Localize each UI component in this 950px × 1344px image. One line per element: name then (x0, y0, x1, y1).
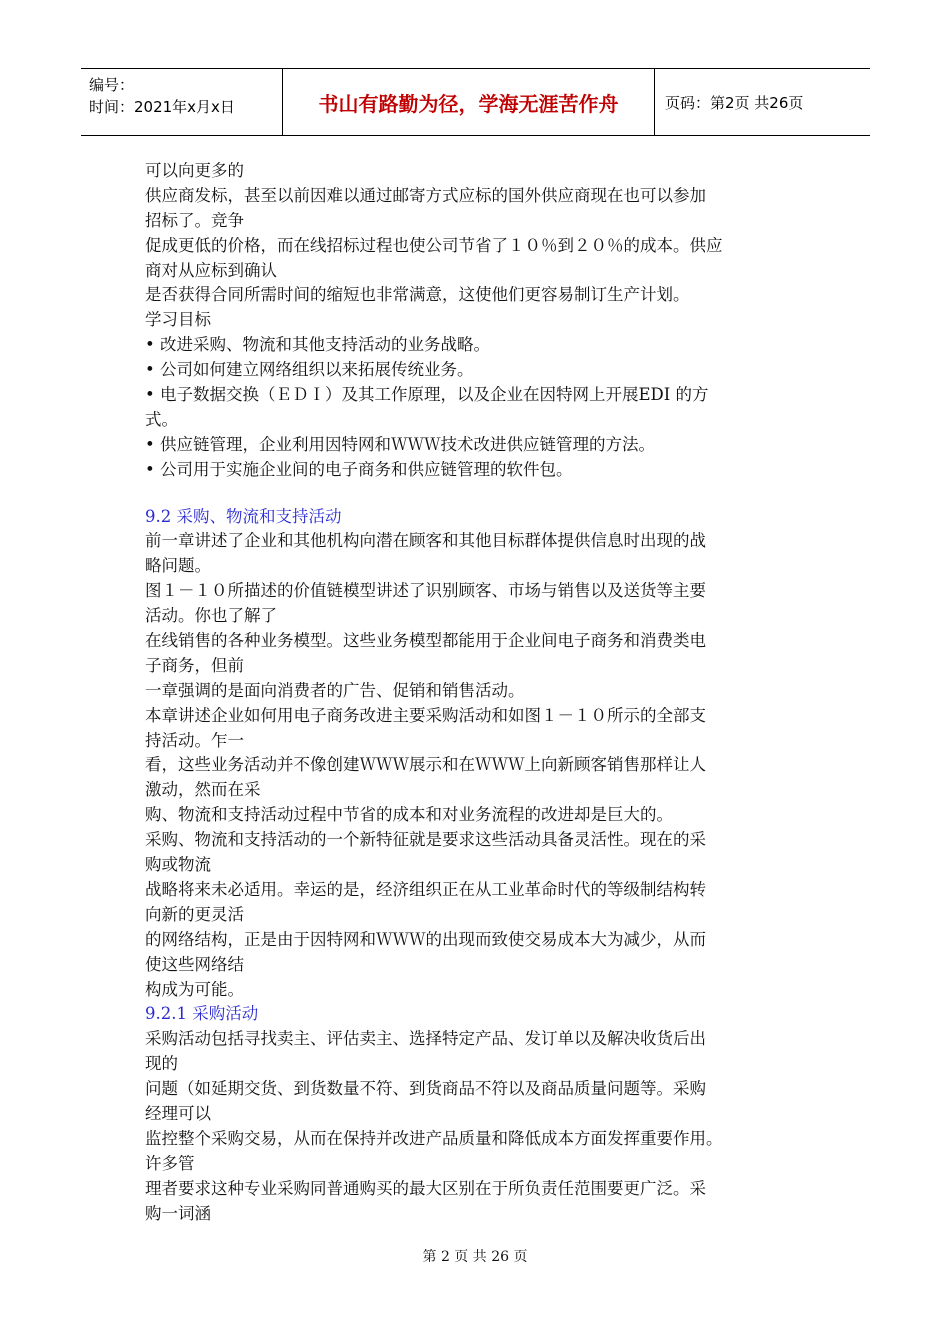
document-body (145, 159, 807, 1226)
paragraph-block-mid (145, 529, 807, 1002)
text-line: 使这些网络结 (145, 954, 244, 974)
bullet-item: • 公司如何建立网络组织以来拓展传统业务。 (145, 360, 474, 380)
bullet-item: • 供应链管理，企业利用因特网和ＷＷＷ技术改进供应链管理的方法。 (145, 434, 655, 454)
text-line: 供应商发标，甚至以前因难以通过邮寄方式应标的国外供应商现在也可以参加 (145, 185, 706, 205)
text-line: 子商务，但前 (145, 655, 244, 675)
text-line: 图１－１０所描述的价值链模型讲述了识别顾客、市场与销售以及送货等主要 (145, 581, 706, 601)
bullet-item: • 改进采购、物流和其他支持活动的业务战略。 (145, 335, 490, 355)
text-line: 购、物流和支持活动过程中节省的成本和对业务流程的改进却是巨大的。 (145, 805, 673, 825)
text-line: 看，这些业务活动并不像创建ＷＷＷ展示和在ＷＷＷ上向新顾客销售那样让人 (145, 755, 706, 775)
text-line: 活动。你也了解了 (145, 606, 277, 626)
text-line: 采购活动包括寻找卖主、评估卖主、选择特定产品、发订单以及解决收货后出 (145, 1029, 706, 1049)
header-meta (81, 69, 282, 135)
text-line: 现的 (145, 1054, 178, 1074)
spacer (145, 483, 807, 505)
text-line: 经理可以 (145, 1103, 211, 1123)
text-line: 一章强调的是面向消费者的广告、促销和销售活动。 (145, 680, 525, 700)
page-header (81, 68, 870, 136)
text-line: 促成更低的价格，而在线招标过程也使公司节省了１０％到２０％的成本。供应 (145, 235, 723, 255)
text-line: 理者要求这种专业采购同普通购买的最大区别在于所负责任范围要更广泛。采 (145, 1178, 706, 1198)
bullet-item: • 电子数据交换（ＥＤＩ）及其工作原理，以及企业在因特网上开展EDI 的方 (145, 385, 709, 405)
text-line: 激动，然而在采 (145, 780, 261, 800)
text-line: 向新的更灵活 (145, 904, 244, 924)
text-line: 持活动。乍一 (145, 730, 244, 750)
text-line: 监控整个采购交易，从而在保持并改进产品质量和降低成本方面发挥重要作用。 (145, 1128, 723, 1148)
section-heading: 9.2 采购、物流和支持活动 (145, 506, 342, 526)
learning-goals-title: 学习目标 (145, 310, 211, 330)
bullet-item: • 公司用于实施企业间的电子商务和供应链管理的软件包。 (145, 459, 573, 479)
text-line: 可以向更多的 (145, 161, 244, 180)
text-line: 购或物流 (145, 855, 211, 875)
subsection-heading: 9.2.1 采购活动 (145, 1004, 259, 1024)
document-date: 时间：2021年x月x日 (89, 98, 235, 116)
text-line: 战略将来未必适用。幸运的是，经济组织正在从工业革命时代的等级制结构转 (145, 879, 706, 899)
text-line: 商对从应标到确认 (145, 260, 277, 280)
text-line: 式。 (145, 409, 178, 429)
text-line: 是否获得合同所需时间的缩短也非常满意，这使他们更容易制订生产计划。 (145, 285, 690, 305)
text-line: 许多管 (145, 1153, 195, 1173)
text-line: 招标了。竞争 (145, 210, 244, 230)
text-line: 构成为可能。 (145, 979, 244, 999)
text-line: 购一词涵 (145, 1203, 211, 1223)
text-line: 的网络结构，正是由于因特网和ＷＷＷ的出现而致使交易成本大为减少，从而 (145, 929, 706, 949)
header-page-info: 页码：第2页 共26页 (665, 93, 804, 112)
text-line: 本章讲述企业如何用电子商务改进主要采购活动和如图１－１０所示的全部支 (145, 705, 706, 725)
text-line: 采购、物流和支持活动的一个新特征就是要求这些活动具备灵活性。现在的采 (145, 830, 706, 850)
text-line: 问题（如延期交货、到货数量不符、到货商品不符以及商品质量问题等。采购 (145, 1079, 706, 1099)
paragraph-block-bottom (145, 1027, 807, 1226)
text-line: 略问题。 (145, 556, 211, 576)
paragraph-block-top (145, 159, 807, 483)
document-number-label: 编号： (89, 76, 135, 94)
page-footer: 第 2 页 共 26 页 (422, 1249, 528, 1265)
header-motto: 书山有路勤为径，学海无涯苦作舟 (282, 69, 655, 135)
text-line: 前一章讲述了企业和其他机构向潜在顾客和其他目标群体提供信息时出现的战 (145, 531, 706, 551)
text-line: 在线销售的各种业务模型。这些业务模型都能用于企业间电子商务和消费类电 (145, 631, 706, 651)
